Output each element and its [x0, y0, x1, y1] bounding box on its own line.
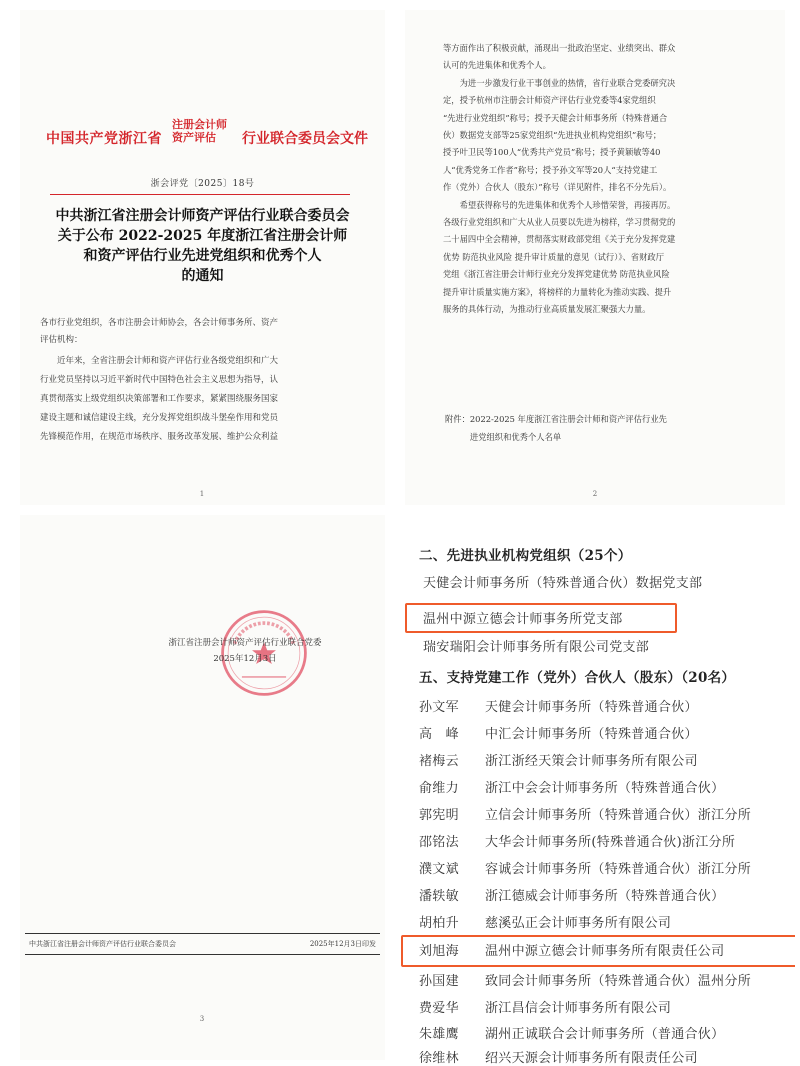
title-line: 中共浙江省注册会计师资产评估行业联合委员会	[55, 208, 350, 224]
footer-issuer: 中共浙江省注册会计师资产评估行业联合委员会	[29, 940, 176, 948]
firm-name: 容诚会计师事务所（特殊普通合伙）浙江分所	[485, 862, 752, 877]
firm-name: 致同会计师事务所（特殊普通合伙）温州分所	[485, 974, 752, 989]
person-name: 郭宪明	[419, 808, 459, 823]
attachment-line: 附件：2022-2025 年度浙江省注册会计师和资产评估行业先	[445, 414, 667, 424]
person-name: 高 峰	[419, 727, 459, 742]
person-name: 孙文军	[419, 700, 459, 715]
body-line: 服务的具体行动，为推动行业高质量发展汇聚强大力量。	[443, 304, 651, 315]
body-line: 提升审计质量实施方案》，将榜样的力量转化为推动实践、提升	[443, 286, 672, 297]
masthead-left: 中国共产党浙江省	[46, 131, 162, 147]
firm-name: 天健会计师事务所（特殊普通合伙）	[485, 700, 698, 715]
person-name: 濮文斌	[419, 862, 459, 877]
attachment-line: 进党组织和优秀个人名单	[445, 432, 562, 442]
org-item: 瑞安瑞阳会计师事务所有限公司党支部	[423, 640, 650, 655]
title-line: 的通知	[181, 268, 224, 284]
section-heading: 二、先进执业机构党组织（25个）	[419, 548, 632, 564]
firm-name: 浙江浙经天策会计师事务所有限公司	[485, 754, 698, 769]
body-line: “先进行业党组织”称号；授予天健会计师事务所（特殊普通合	[443, 112, 668, 123]
firm-name: 湖州正诚联合会计师事务所（普通合伙）	[485, 1027, 725, 1042]
body-line: 真贯彻落实上级党组织决策部署和工作要求，紧紧围绕服务国家	[40, 394, 279, 404]
masthead-stack-bottom: 资产评估	[172, 131, 216, 144]
title-line: 关于公布 2022-2025 年度浙江省注册会计师	[57, 228, 348, 244]
person-name: 俞维力	[419, 781, 459, 796]
person-name: 刘旭海	[419, 944, 459, 959]
body-line: 认可的先进集体和优秀个人。	[443, 60, 551, 71]
list-excerpt	[395, 520, 795, 1066]
page-number: 3	[199, 1015, 205, 1023]
masthead-stack	[172, 118, 227, 144]
person-name: 邵铭法	[419, 835, 459, 850]
body-line: 为进一步激发行业干事创业的热情，省行业联合党委研究决	[443, 77, 676, 88]
firm-name: 立信会计师事务所（特殊普通合伙）浙江分所	[485, 808, 752, 823]
notice-title	[40, 206, 365, 286]
footer-date: 2025年12月3日印发	[309, 940, 376, 948]
body-line: 人“优秀党务工作者”称号；授予孙文军等20人“支持党建工	[443, 164, 658, 175]
body-text	[40, 352, 365, 447]
person-name: 褚梅云	[419, 754, 459, 769]
page-number: 1	[199, 490, 205, 498]
body-line: 作（党外）合伙人（股东）”称号（详见附件，排名不分先后）。	[443, 182, 672, 193]
person-name: 徐维林	[419, 1051, 459, 1066]
addressee-line: 各市行业党组织，各市注册会计师协会，各会计师事务所、资产	[40, 318, 279, 328]
document-page-2	[405, 10, 785, 505]
body-line: 近年来，全省注册会计师和资产评估行业各级党组织和广大	[40, 356, 279, 366]
firm-name: 浙江德威会计师事务所（特殊普通合伙）	[485, 889, 725, 904]
person-name: 费爱华	[419, 1001, 459, 1016]
document-page-3	[20, 515, 385, 1060]
firm-name: 绍兴天源会计师事务所有限责任公司	[485, 1051, 698, 1066]
addressee	[40, 315, 365, 349]
firm-name: 慈溪弘正会计师事务所有限公司	[485, 916, 672, 931]
body-line: 各级行业党组织和广大从业人员要以先进为榜样，学习贯彻党的	[443, 217, 676, 228]
body-line: 授予叶卫民等100人“优秀共产党员”称号；授予黄颖敏等40	[443, 147, 661, 158]
person-name: 胡柏升	[419, 916, 459, 931]
addressee-line: 评估机构：	[40, 335, 83, 345]
page-number: 2	[592, 490, 598, 498]
document-page-1	[20, 10, 385, 505]
signature-org: 浙江省注册会计师资产评估行业联合党委	[168, 638, 322, 648]
print-footer	[25, 933, 380, 955]
body-line: 优势 防范执业风险 提升审计质量的意见（试行）》、省财政厅	[443, 251, 664, 262]
person-name: 孙国建	[419, 974, 459, 989]
body-line: 先锋模范作用，在规范市场秩序、服务改革发展、维护公众利益	[40, 432, 279, 442]
section-heading: 五、支持党建工作（党外）合伙人（股东）（20名）	[419, 666, 735, 686]
body-line: 定，授予杭州市注册会计师资产评估行业党委等4家党组织	[443, 95, 656, 106]
red-divider	[50, 194, 350, 195]
person-name: 潘轶敏	[419, 889, 459, 904]
attachment-note	[445, 410, 765, 446]
signature-date: 2025年12月3日	[213, 654, 277, 664]
org-item: 天健会计师事务所（特殊普通合伙）数据党支部	[423, 576, 703, 591]
signature-block	[130, 635, 360, 667]
body-line: 建设主题和诚信建设主线，充分发挥党组织战斗堡垒作用和党员	[40, 413, 279, 423]
body-line: 伙）数据党支部等25家党组织“先进执业机构党组织”称号；	[443, 130, 662, 141]
org-item-highlighted: 温州中源立德会计师事务所党支部	[423, 612, 623, 627]
masthead-stack-top: 注册会计师	[172, 118, 227, 131]
firm-name: 浙江昌信会计师事务所有限公司	[485, 1001, 672, 1016]
firm-name: 中汇会计师事务所（特殊普通合伙）	[485, 727, 698, 742]
masthead-right: 行业联合委员会文件	[242, 131, 368, 147]
body-line: 等方面作出了积极贡献，涌现出一批政治坚定、业绩突出、群众	[443, 43, 676, 53]
body-line: 希望获得称号的先进集体和优秀个人珍惜荣誉，再接再厉。	[443, 199, 676, 210]
masthead	[46, 118, 366, 152]
firm-name: 温州中源立德会计师事务所有限责任公司	[485, 944, 725, 959]
person-name: 朱雄鹰	[419, 1027, 459, 1042]
firm-name: 大华会计师事务所(特殊普通合伙)浙江分所	[485, 835, 736, 850]
firm-name: 浙江中会会计师事务所（特殊普通合伙）	[485, 781, 725, 796]
document-number: 浙会评党〔2025〕18号	[150, 179, 255, 189]
body-line: 行业党员坚持以习近平新时代中国特色社会主义思想为指导，认	[40, 375, 279, 385]
body-line: 二十届四中全会精神，贯彻落实财政部党组《关于充分发挥党建	[443, 234, 676, 245]
title-line: 和资产评估行业先进党组织和优秀个人	[83, 248, 322, 264]
body-text	[443, 40, 763, 319]
body-line: 党组《浙江省注册会计师行业充分发挥党建优势 防范执业风险	[443, 269, 670, 280]
